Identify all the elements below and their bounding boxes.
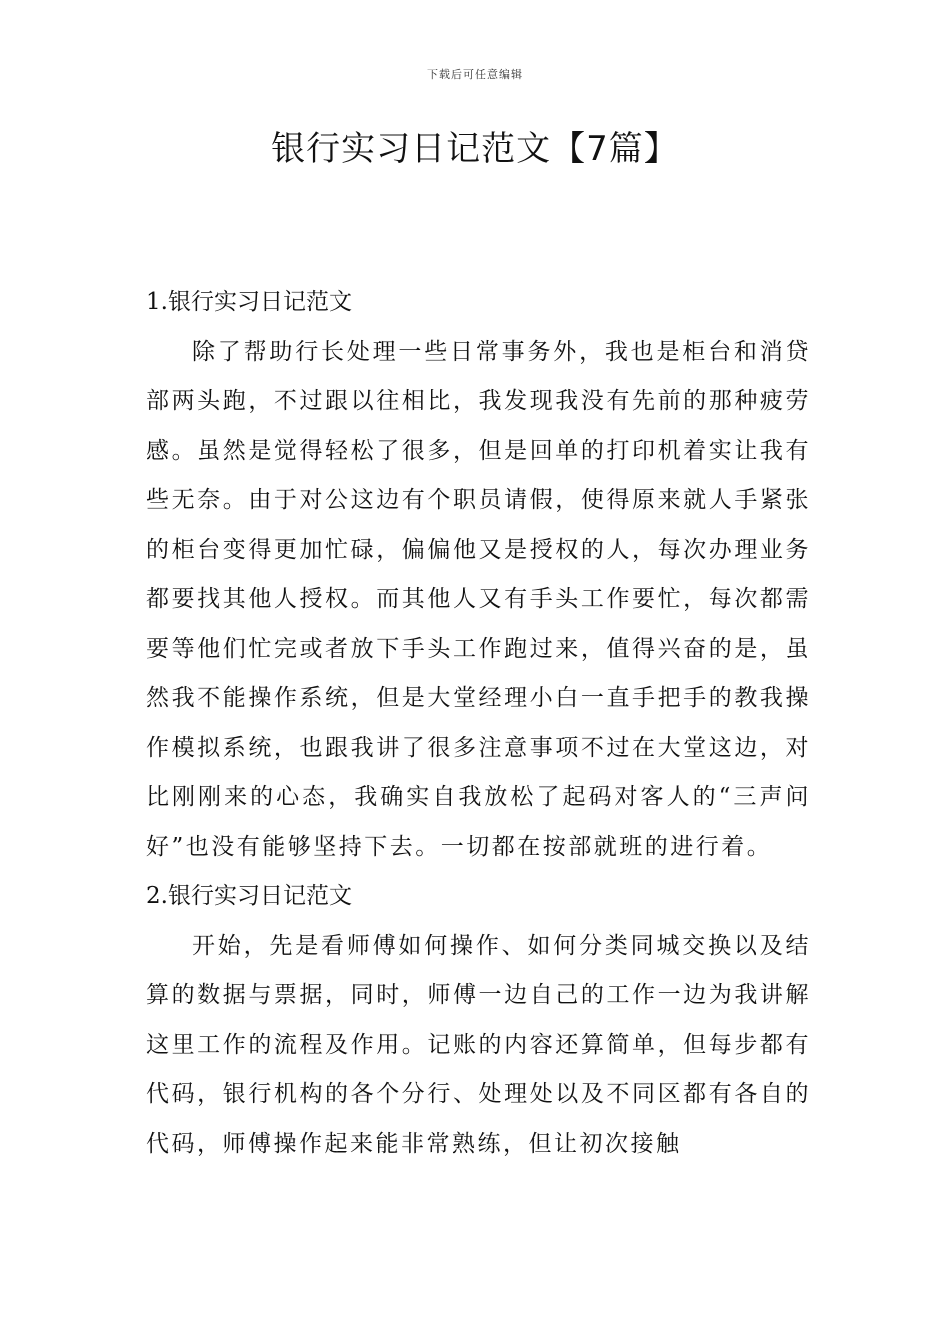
header-note: 下载后可任意编辑 [427,68,523,81]
section-paragraph-2: 开始，先是看师傅如何操作、如何分类同城交换以及结算的数据与票据，同时，师傅一边自己的工作一边为我讲解这里工作的流程及作用。记账的内容还算简单，但每步都有代码，银行机构的各个分行、处理处以及不同区都有各自的代码，师傅操作起来能非常熟练，但让初次接触 [146,932,811,1157]
document-title: 银行实习日记范文【7篇】 [271,129,679,169]
section-paragraph-1: 除了帮助行长处理一些日常事务外，我也是柜台和消贷部两头跑，不过跟以往相比，我发现我没有先前的那种疲劳感。虽然是觉得轻松了很多，但是回单的打印机着实让我有些无奈。由于对公这边有个职员请假，使得原来就人手紧张的柜台变得更加忙碌，偏偏他又是授权的人，每次办理业务都要找其他人授权。而其他人又有手头工作要忙，每次都需要等他们忙完或者放下手头工作跑过来，值得兴奋的是，虽然我不能操作系统，但是大堂经理小白一直手把手的教我操作模拟系统，也跟我讲了很多注意事项不过在大堂这边，对比刚刚来的心态，我确实自我放松了起码对客人的“三声问好”也没有能够坚持下去。一切都在按部就班的进行着。 [146,338,811,860]
section-heading-2: 2.银行实习日记范文 [146,883,352,909]
section-heading-1: 1.银行实习日记范文 [146,289,352,315]
document-body [146,278,811,1169]
